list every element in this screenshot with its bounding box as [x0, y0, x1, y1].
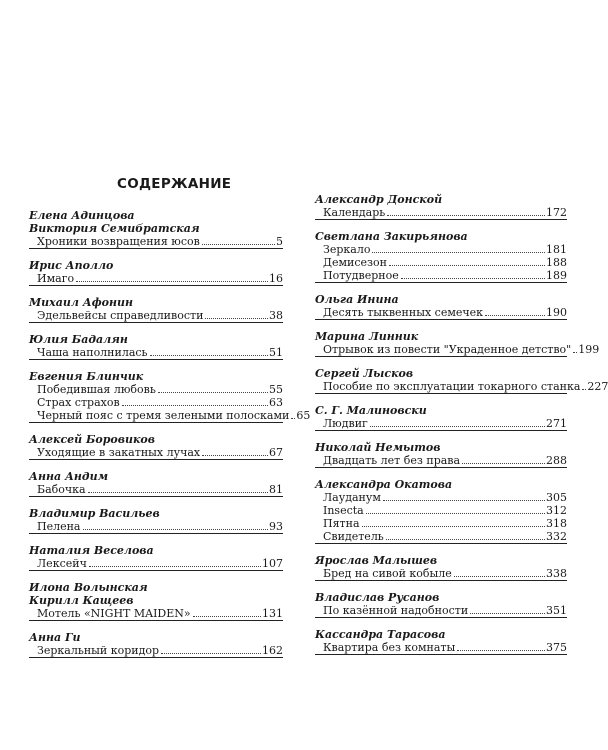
author-name: Виктория Семибратская — [29, 222, 200, 235]
page-number: 318 — [546, 517, 567, 530]
page-number: 5 — [276, 235, 283, 248]
author-name: Ирис Аполло — [29, 259, 114, 272]
toc-entry — [29, 409, 311, 423]
author-group — [29, 470, 283, 497]
author-name: Ольга Инина — [315, 293, 399, 306]
author-name: Анна Ги — [29, 631, 81, 644]
dot-leader — [158, 392, 268, 393]
entry-title: Отрывок из повести "Украденное детство" — [323, 343, 572, 356]
author-group — [29, 631, 283, 658]
toc-entry — [29, 235, 283, 249]
author-group — [315, 628, 567, 655]
author-name: Марина Линник — [315, 330, 419, 343]
page-number: 189 — [546, 269, 567, 282]
dot-leader — [150, 355, 268, 356]
toc-entry — [315, 269, 567, 283]
author-group — [29, 209, 283, 249]
dot-leader — [76, 281, 268, 282]
toc-right-column — [315, 193, 608, 665]
author-name: Ярослав Малышев — [315, 554, 438, 567]
author-group — [315, 293, 567, 320]
page-number: 375 — [546, 641, 567, 654]
author-name: Елена Адинцова — [29, 209, 135, 222]
entry-title: Свидетель — [323, 530, 384, 543]
author-name: Владислав Русанов — [315, 591, 440, 604]
dot-leader — [122, 405, 268, 406]
dot-leader — [389, 265, 545, 266]
author-group — [315, 554, 567, 581]
toc-entry — [315, 530, 567, 544]
dot-leader — [457, 650, 545, 651]
entry-title: Людвиг — [323, 417, 368, 430]
dot-leader — [370, 426, 545, 427]
toc-entry — [315, 641, 567, 655]
author-name: Александра Окатова — [315, 478, 453, 491]
dot-leader — [387, 215, 545, 216]
entry-title: Квартира без комнаты — [323, 641, 456, 654]
author-name: Наталия Веселова — [29, 544, 154, 557]
dot-leader — [470, 613, 545, 614]
entry-title: Имаго — [37, 272, 75, 285]
toc-entry — [315, 567, 567, 581]
entry-title: Потудверное — [323, 269, 399, 282]
toc-left-column — [29, 209, 311, 668]
entry-title: Insecta — [323, 504, 364, 517]
page-number: 332 — [546, 530, 567, 543]
toc-entry — [29, 346, 283, 360]
dot-leader — [193, 616, 261, 617]
page-number: 227 — [587, 380, 608, 393]
page-number: 93 — [269, 520, 283, 533]
dot-leader — [362, 526, 545, 527]
author-group — [29, 581, 283, 621]
dot-leader — [383, 500, 545, 501]
entry-title: Бред на сивой кобыле — [323, 567, 452, 580]
page-title: СОДЕРЖАНИЕ — [117, 176, 232, 192]
entry-title: Чаша наполнилась — [37, 346, 148, 359]
page-number: 312 — [546, 504, 567, 517]
dot-leader — [161, 653, 261, 654]
author-group — [315, 404, 567, 431]
dot-leader — [462, 463, 545, 464]
author-group — [315, 367, 608, 394]
page-number: 38 — [269, 309, 283, 322]
author-name: Алексей Боровиков — [29, 433, 155, 446]
author-name: Сергей Лысков — [315, 367, 414, 380]
author-group — [315, 441, 567, 468]
toc-entry — [29, 383, 283, 396]
toc-entry — [315, 417, 567, 431]
page-number: 271 — [546, 417, 567, 430]
dot-leader — [202, 455, 268, 456]
dot-leader — [573, 352, 577, 353]
author-group — [29, 370, 311, 423]
toc-entry — [29, 446, 283, 460]
toc-entry — [29, 396, 283, 409]
dot-leader — [83, 529, 269, 530]
entry-title: Черный пояс с тремя зелеными полосками — [37, 409, 290, 422]
entry-title: Десять тыквенных семечек — [323, 306, 484, 319]
author-group — [315, 478, 567, 544]
author-name: Светлана Закирьянова — [315, 230, 468, 243]
dot-leader — [386, 539, 545, 540]
toc-entry — [315, 454, 567, 468]
page-number: 81 — [269, 483, 283, 496]
author-name: Кирилл Кащеев — [29, 594, 134, 607]
author-name: Владимир Васильев — [29, 507, 160, 520]
page-number: 199 — [578, 343, 600, 356]
dot-leader — [485, 315, 545, 316]
entry-title: Хроники возвращения юсов — [37, 235, 200, 248]
entry-title: Страх страхов — [37, 396, 120, 409]
author-name: Николай Немытов — [315, 441, 441, 454]
page-number: 305 — [546, 491, 567, 504]
page-number: 16 — [269, 272, 283, 285]
dot-leader — [454, 576, 545, 577]
entry-title: Бабочка — [37, 483, 86, 496]
dot-leader — [372, 252, 545, 253]
entry-title: Двадцать лет без права — [323, 454, 461, 467]
toc-entry — [29, 644, 283, 658]
toc-entry — [29, 557, 283, 571]
entry-title: Зеркало — [323, 243, 371, 256]
dot-leader — [582, 389, 586, 390]
entry-title: Демисезон — [323, 256, 387, 269]
author-group — [315, 230, 567, 283]
entry-title: Пелена — [37, 520, 81, 533]
author-name: Юлия Бадалян — [29, 333, 128, 346]
entry-title: Календарь — [323, 206, 386, 219]
dot-leader — [291, 418, 295, 419]
author-group — [29, 433, 283, 460]
toc-entry — [315, 343, 600, 357]
toc-entry — [315, 306, 567, 320]
author-group — [29, 333, 283, 360]
entry-title: Победившая любовь — [37, 383, 156, 396]
author-group — [315, 330, 600, 357]
entry-title: Мотель «NIGHT MAIDEN» — [37, 607, 191, 620]
author-group — [315, 591, 567, 618]
page-number: 131 — [262, 607, 283, 620]
author-name: Анна Андим — [29, 470, 109, 483]
toc-entry — [315, 243, 567, 256]
page-number: 338 — [546, 567, 567, 580]
entry-title: Лауданум — [323, 491, 381, 504]
author-name: Илона Волынская — [29, 581, 148, 594]
page-number: 51 — [269, 346, 283, 359]
page-number: 181 — [546, 243, 567, 256]
toc-entry — [29, 309, 283, 323]
entry-title: Пятна — [323, 517, 360, 530]
author-group — [29, 259, 283, 286]
entry-title: Уходящие в закатных лучах — [37, 446, 201, 459]
entry-title: Лексейч — [37, 557, 87, 570]
author-name: С. Г. Малиновски — [315, 404, 427, 417]
toc-entry — [315, 491, 567, 504]
entry-title: Пособие по эксплуатации токарного станка — [323, 380, 581, 393]
author-group — [315, 193, 567, 220]
author-name: Евгения Блинчик — [29, 370, 144, 383]
page-number: 288 — [546, 454, 567, 467]
page-number: 67 — [269, 446, 283, 459]
author-name: Александр Донской — [315, 193, 443, 206]
dot-leader — [205, 318, 268, 319]
dot-leader — [202, 244, 275, 245]
page-number: 65 — [296, 409, 311, 422]
page-number: 188 — [546, 256, 567, 269]
author-group — [29, 507, 283, 534]
page-number: 55 — [269, 383, 283, 396]
page-number: 107 — [262, 557, 283, 570]
toc-entry — [315, 206, 567, 220]
entry-title: По казённой надобности — [323, 604, 469, 617]
dot-leader — [366, 513, 545, 514]
toc-entry — [29, 520, 283, 534]
page-number: 162 — [262, 644, 283, 657]
toc-entry — [315, 256, 567, 269]
toc-entry — [29, 607, 283, 621]
author-group — [29, 544, 283, 571]
toc-entry — [315, 604, 567, 618]
toc-entry — [315, 517, 567, 530]
dot-leader — [88, 492, 268, 493]
toc-entry — [315, 504, 567, 517]
dot-leader — [89, 566, 261, 567]
author-group — [29, 296, 283, 323]
page-number: 172 — [546, 206, 567, 219]
dot-leader — [401, 278, 545, 279]
page-number: 63 — [269, 396, 283, 409]
entry-title: Эдельвейсы справедливости — [37, 309, 204, 322]
toc-entry — [315, 380, 608, 394]
page-number: 190 — [546, 306, 567, 319]
author-name: Михаил Афонин — [29, 296, 133, 309]
page-number: 351 — [546, 604, 567, 617]
toc-entry — [29, 483, 283, 497]
toc-entry — [29, 272, 283, 286]
entry-title: Зеркальный коридор — [37, 644, 160, 657]
author-name: Кассандра Тарасова — [315, 628, 446, 641]
